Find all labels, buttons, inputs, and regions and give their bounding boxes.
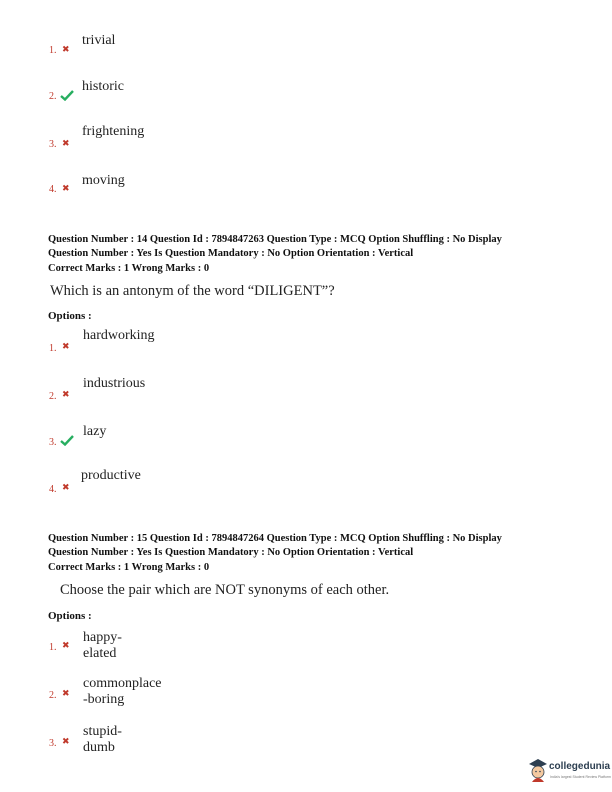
option-text: productive (81, 468, 141, 483)
option-number: 1. (49, 642, 57, 653)
option-number: 4. (49, 484, 57, 495)
option-text: trivial (82, 33, 116, 48)
option-text: stupid-dumb (83, 724, 122, 755)
cross-icon: ✖ (62, 184, 70, 194)
option-number: 2. (49, 391, 57, 402)
cross-icon: ✖ (62, 390, 70, 400)
option-number: 3. (49, 139, 57, 150)
check-icon (60, 435, 74, 446)
option-number: 4. (49, 184, 57, 195)
option-text: lazy (83, 424, 107, 439)
meta-line: Question Number : Yes Is Question Mandatory : No Option Orientation : Vertical (48, 546, 414, 558)
cross-icon: ✖ (62, 689, 70, 699)
meta-line: Question Number : Yes Is Question Mandatory : No Option Orientation : Vertical (48, 247, 414, 259)
question-text: Choose the pair which are NOT synonyms of each other. (60, 582, 390, 598)
options-label: Options : (48, 610, 92, 622)
option-text: historic (82, 79, 124, 94)
cross-icon: ✖ (62, 45, 70, 55)
option-text: moving (82, 173, 125, 188)
question-meta (48, 233, 502, 276)
option-text: hardworking (83, 328, 155, 343)
cross-icon: ✖ (62, 737, 70, 747)
meta-line: Question Number : 15 Question Id : 7894847264 Question Type : MCQ Option Shuffling : No Display (48, 533, 502, 544)
options-label: Options : (48, 310, 92, 322)
cross-icon: ✖ (62, 641, 70, 651)
option-text: frightening (82, 124, 145, 139)
question-meta (48, 532, 502, 575)
option-number: 2. (49, 91, 57, 102)
option-number: 1. (49, 45, 57, 56)
option-number: 1. (49, 343, 57, 354)
meta-line: Correct Marks : 1 Wrong Marks : 0 (48, 562, 210, 573)
option-number: 2. (49, 690, 57, 701)
option-text: industrious (83, 376, 146, 391)
option-text: happy-elated (83, 630, 122, 661)
logo-brand: collegedunia (549, 761, 611, 772)
collegedunia-logo (527, 757, 609, 785)
meta-line: Question Number : 14 Question Id : 7894847263 Question Type : MCQ Option Shuffling : No Display (48, 234, 502, 245)
logo-tagline: India's largest Student Review Platform (550, 775, 611, 779)
graduate-mascot-icon (527, 757, 549, 783)
check-icon (60, 90, 74, 101)
cross-icon: ✖ (62, 139, 70, 149)
option-number: 3. (49, 738, 57, 749)
cross-icon: ✖ (62, 483, 70, 493)
option-number: 3. (49, 437, 57, 448)
question-text: Which is an antonym of the word “DILIGENT”? (50, 283, 335, 299)
cross-icon: ✖ (62, 342, 70, 352)
option-text: commonplace -boring (83, 676, 162, 707)
meta-line: Correct Marks : 1 Wrong Marks : 0 (48, 263, 210, 274)
